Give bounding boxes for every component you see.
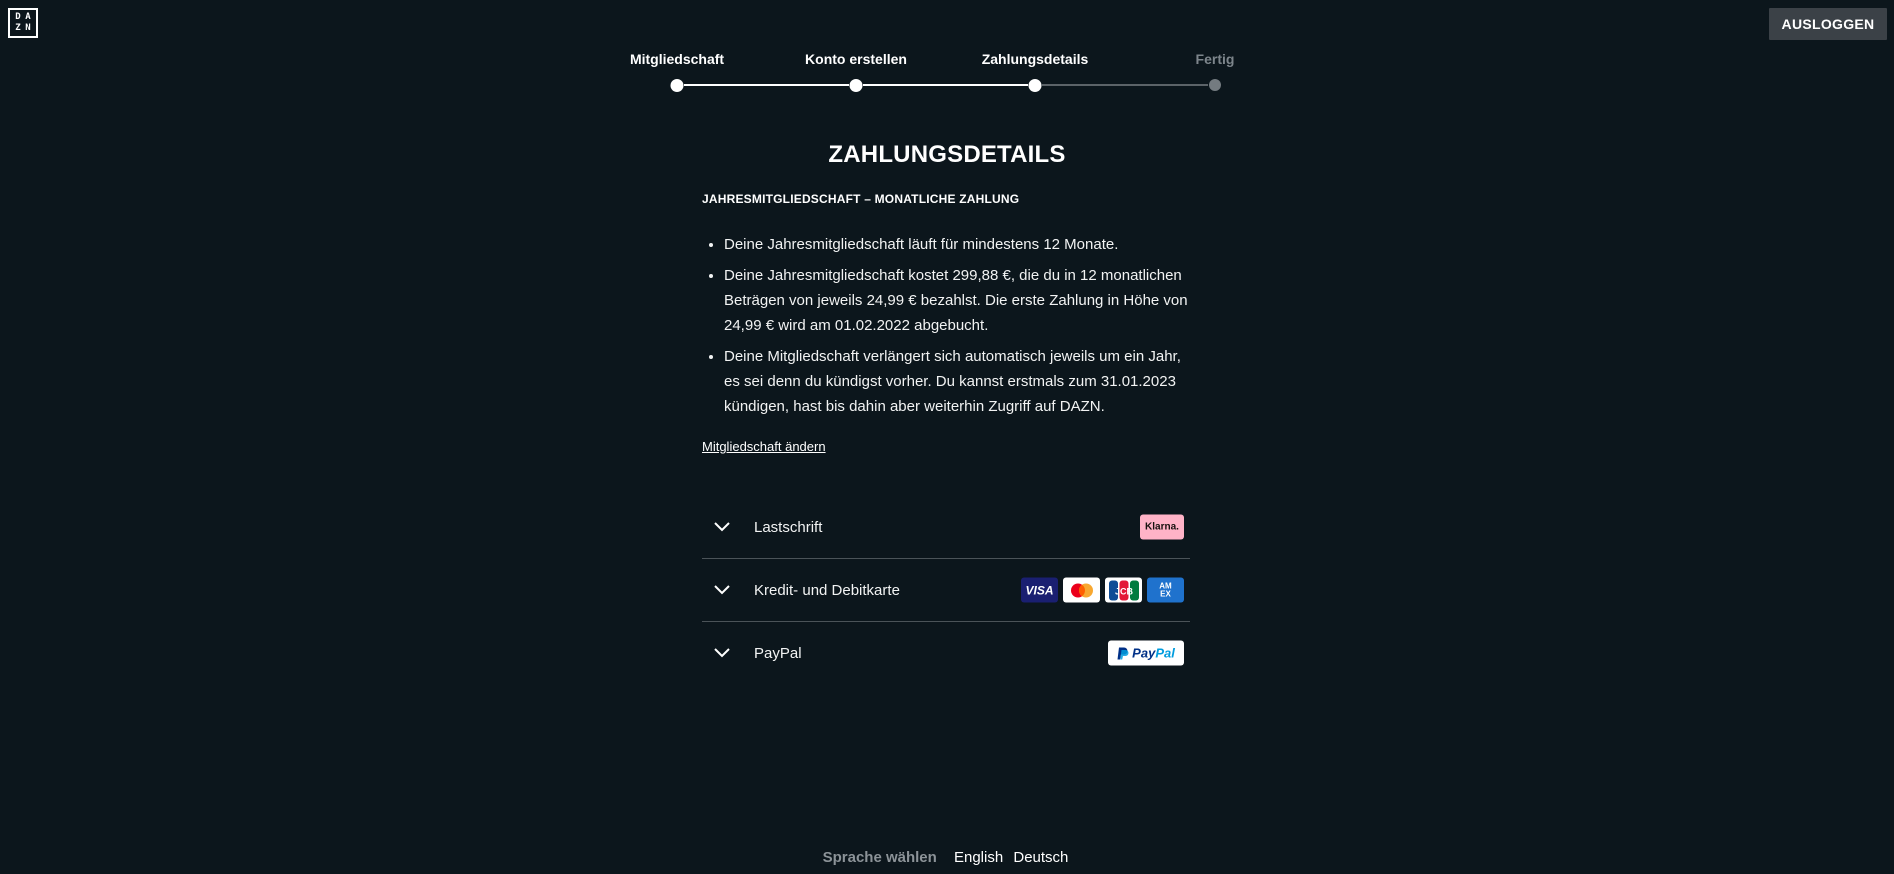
step-connector-1 [684, 84, 849, 86]
progress-stepper [0, 0, 1894, 100]
logo-letter-n: N [25, 23, 31, 33]
chevron-down-icon [712, 517, 732, 537]
page-title: ZAHLUNGSDETAILS [828, 141, 1066, 168]
mastercard-circles [1067, 580, 1097, 600]
payment-details-section [702, 138, 1192, 456]
plan-terms-list [702, 232, 1192, 419]
visa-logo: VISA [1021, 578, 1058, 603]
chevron-down-icon [712, 643, 732, 663]
payment-option-direct-debit[interactable] [702, 496, 1190, 559]
step-dot-payment-details [1029, 79, 1042, 92]
jcb-logo [1105, 578, 1142, 603]
payment-option-label: Lastschrift [754, 518, 823, 536]
paypal-logo [1108, 641, 1184, 666]
plan-term-item: • Deine Jahresmitgliedschaft kostet 299,88 €, die du in 12 monatlichen Beträgen von jeweils 24,99 € bezahlst. Die erste Zahlung in Höhe von 24,99 € wird am 01.02.2022 abgebucht. [724, 263, 1192, 338]
jcb-mark [1108, 579, 1140, 601]
mastercard-logo [1063, 578, 1100, 603]
amex-text-bottom: EX [1160, 589, 1171, 598]
plan-term-item: • Deine Jahresmitgliedschaft läuft für mindestens 12 Monate. [724, 232, 1192, 257]
language-selector [0, 849, 1894, 866]
payment-option-label: PayPal [754, 644, 802, 662]
step-label-payment-details: Zahlungsdetails [981, 51, 1089, 67]
step-label-membership: Mitgliedschaft [629, 51, 725, 67]
logo-letter-z: Z [15, 23, 21, 33]
paypal-text-pal: Pal [1155, 645, 1175, 661]
language-english[interactable]: English [953, 849, 1004, 866]
change-membership-link[interactable]: Mitgliedschaft ändern [702, 439, 826, 454]
payment-option-paypal[interactable] [702, 622, 1190, 684]
step-connector-3 [1042, 84, 1208, 86]
payment-method-list [702, 496, 1190, 684]
logout-button[interactable]: AUSLOGGEN [1769, 8, 1887, 40]
step-label-create-account: Konto erstellen [805, 51, 907, 67]
step-label-done: Fertig [1195, 51, 1235, 67]
step-connector-2 [863, 84, 1028, 86]
plan-term-item: • Deine Mitgliedschaft verlängert sich automatisch jeweils um ein Jahr, es sei denn du kündigst vorher. Du kannst erstmals zum 31.01.2023 kündigen, hast bis dahin aber weiterhin Zugriff auf DAZN. [724, 344, 1192, 419]
language-label: Sprache wählen [822, 849, 937, 866]
step-dot-create-account [850, 79, 863, 92]
amex-text-top: AM [1159, 581, 1172, 590]
paypal-p-icon [1117, 646, 1129, 660]
payment-option-label: Kredit- und Debitkarte [754, 581, 900, 599]
step-dot-done [1209, 79, 1221, 91]
jcb-text: JCB [1114, 586, 1133, 596]
logo-letter-d: D [15, 12, 21, 22]
language-deutsch[interactable]: Deutsch [1013, 849, 1069, 866]
plan-title: JAHRESMITGLIEDSCHAFT – MONATLICHE ZAHLUNG [702, 192, 1020, 206]
klarna-logo: Klarna. [1140, 515, 1184, 540]
payment-option-card[interactable] [702, 559, 1190, 622]
logo-letter-a: A [25, 12, 31, 22]
paypal-text [1132, 646, 1175, 661]
paypal-text-pay: Pay [1132, 645, 1156, 661]
payment-badges [1108, 641, 1184, 666]
step-dot-membership [671, 79, 684, 92]
payment-badges [1140, 515, 1184, 540]
amex-text [1159, 582, 1171, 598]
payment-badges [1021, 578, 1184, 603]
chevron-down-icon [712, 580, 732, 600]
amex-logo [1147, 578, 1184, 603]
